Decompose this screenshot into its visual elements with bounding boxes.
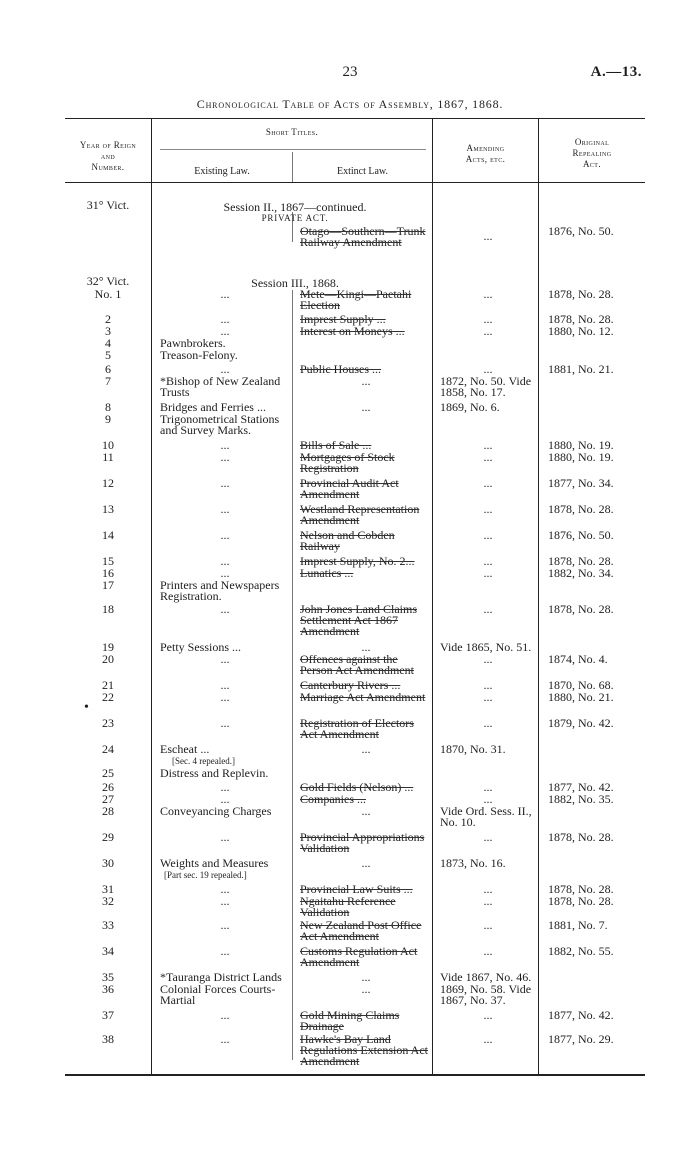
extinct-law: Provincial Law Suits ... xyxy=(300,882,413,896)
existing-law: Bridges and Ferries ... xyxy=(160,400,266,414)
amending-acts: ... xyxy=(483,554,493,568)
act-number: 30 xyxy=(102,856,114,870)
existing-law: ... xyxy=(220,1032,230,1046)
act-number: 3 xyxy=(105,324,111,338)
act-number: 22 xyxy=(102,690,114,704)
act-number: 16 xyxy=(102,566,114,580)
repealing-act: 1882, No. 34. xyxy=(548,566,614,580)
act-number: 27 xyxy=(102,792,114,806)
act-number: 11 xyxy=(102,450,114,464)
repealing-act: 1878, No. 28. xyxy=(548,287,614,301)
amending-acts: ... xyxy=(483,450,493,464)
amending-acts: 1870, No. 31. xyxy=(440,742,506,756)
existing-law: ... xyxy=(220,830,230,844)
extinct-law: Mortgages of Stock Registration xyxy=(300,450,395,475)
extinct-law: Canterbury Rivers ... xyxy=(300,678,401,692)
header-extinct-law: Extinct Law. xyxy=(336,166,388,177)
amending-acts: ... xyxy=(483,830,493,844)
extinct-law: Gold Mining Claims Drainage xyxy=(300,1008,400,1033)
existing-law: ... xyxy=(220,690,230,704)
amending-acts: ... xyxy=(483,780,493,794)
extinct-law: Companies ... xyxy=(300,792,366,806)
extinct-law: Interest on Moneys ... xyxy=(300,324,405,338)
amending-acts: 1869, No. 6. xyxy=(440,400,500,414)
amending-acts: ... xyxy=(483,287,493,301)
existing-law: Colonial Forces Courts-Martial xyxy=(160,982,276,1007)
repealing-act: 1878, No. 28. xyxy=(548,830,614,844)
act-number: 12 xyxy=(102,476,114,490)
existing-law-note: [Sec. 4 repealed.] xyxy=(172,756,235,766)
existing-law: ... xyxy=(220,312,230,326)
page-number: 23 xyxy=(342,64,358,80)
act-number: 6 xyxy=(105,362,111,376)
extinct-law: Registration of Electors Act Amendment xyxy=(300,716,414,741)
amending-acts: ... xyxy=(483,652,493,666)
act-number: 4 xyxy=(105,336,111,350)
subheader-rule xyxy=(160,149,426,150)
table-bottom-rule xyxy=(65,1074,645,1076)
act-number: 5 xyxy=(105,348,111,362)
extinct-law: New Zealand Post Office Act Amendment xyxy=(300,918,422,943)
repealing-act: 1877, No. 42. xyxy=(548,780,614,794)
existing-law: ... xyxy=(220,1008,230,1022)
amending-acts: ... xyxy=(483,716,493,730)
existing-law: ... xyxy=(220,450,230,464)
repealing-act: 1876, No. 50. xyxy=(548,528,614,542)
act-number: 28 xyxy=(102,804,114,818)
column-divider xyxy=(151,118,152,1074)
extinct-law: Westland Representation Amendment xyxy=(300,502,420,527)
extinct-law: Ngaitahu Reference Validation xyxy=(300,894,396,919)
header-amending-acts: Amending Acts, etc. xyxy=(465,143,506,164)
header-bottom-rule xyxy=(65,182,645,183)
act-number: 21 xyxy=(102,678,114,692)
amending-acts: Vide Ord. Sess. II., No. 10. xyxy=(440,804,532,829)
existing-law: Petty Sessions ... xyxy=(160,640,242,654)
amending-acts: ... xyxy=(483,602,493,616)
act-number: 9 xyxy=(105,412,111,426)
act-number: 14 xyxy=(102,528,114,542)
repealing-act: 1878, No. 28. xyxy=(548,894,614,908)
act-number: 34 xyxy=(102,944,114,958)
extinct-law: Gold Fields (Nelson) ... xyxy=(300,780,414,794)
session-heading: Session III., 1868. xyxy=(251,276,339,290)
act-number: 17 xyxy=(102,578,114,592)
existing-law: Pawnbrokers. xyxy=(160,336,226,350)
column-divider xyxy=(292,290,293,1060)
amending-acts: ... xyxy=(483,690,493,704)
existing-law: ... xyxy=(220,502,230,516)
existing-law: Weights and Measures xyxy=(160,856,269,870)
existing-law: ... xyxy=(220,792,230,806)
act-number: 18 xyxy=(102,602,114,616)
margin-mark: • xyxy=(84,700,89,715)
repealing-act: 1878, No. 28. xyxy=(548,312,614,326)
extinct-law: ... xyxy=(361,374,371,388)
repealing-act: 1880, No. 12. xyxy=(548,324,614,338)
act-number: 13 xyxy=(102,502,114,516)
header-existing-law: Existing Law. xyxy=(194,166,250,177)
header-year: Year of Reign and Number. xyxy=(79,140,137,172)
extinct-law: ... xyxy=(361,804,371,818)
session-heading: Session II., 1867—continued. xyxy=(223,200,367,214)
existing-law: *Tauranga District Lands xyxy=(160,970,282,984)
existing-law: ... xyxy=(220,894,230,908)
extinct-law: Imprest Supply ... xyxy=(300,312,386,326)
amending-acts: Vide 1867, No. 46. xyxy=(440,970,532,984)
act-number: 2 xyxy=(105,312,111,326)
act-number: 29 xyxy=(102,830,114,844)
table-title: Chronological Table of Acts of Assembly, 1867, 1868. xyxy=(196,97,504,111)
act-number: 31 xyxy=(102,882,114,896)
column-divider xyxy=(538,118,539,1074)
extinct-law: ... xyxy=(361,742,371,756)
amending-acts: Vide 1865, No. 51. xyxy=(440,640,532,654)
amending-acts: ... xyxy=(483,918,493,932)
extinct-law: ... xyxy=(361,400,371,414)
act-number: 20 xyxy=(102,652,114,666)
repealing-act: 1882, No. 55. xyxy=(548,944,614,958)
act-number: 19 xyxy=(102,640,114,654)
amending-acts: 1873, No. 16. xyxy=(440,856,506,870)
existing-law: *Bishop of New Zealand Trusts xyxy=(160,374,281,399)
extinct-law: Otago—Southern—Trunk Railway Amendment xyxy=(300,224,426,249)
extinct-law: Public Houses ... xyxy=(300,362,381,376)
existing-law: ... xyxy=(220,438,230,452)
existing-law: ... xyxy=(220,362,230,376)
act-number: 38 xyxy=(102,1032,114,1046)
amending-acts: ... xyxy=(483,1032,493,1046)
repealing-act: 1882, No. 35. xyxy=(548,792,614,806)
repealing-act: 1874, No. 4. xyxy=(548,652,608,666)
repealing-act: 1876, No. 50. xyxy=(548,224,614,238)
act-number: 32 xyxy=(102,894,114,908)
act-number: 26 xyxy=(102,780,114,794)
header-repealing-act: Original Repealing Act. xyxy=(572,137,612,169)
amending-acts: ... xyxy=(483,229,493,243)
header-short-titles: Short Titles. xyxy=(265,127,319,137)
amending-acts: ... xyxy=(483,528,493,542)
extinct-law: ... xyxy=(361,982,371,996)
extinct-law: ... xyxy=(361,970,371,984)
reign-year-31: 31° Vict. xyxy=(86,198,130,212)
existing-law-note: [Part sec. 19 repealed.] xyxy=(164,870,247,880)
amending-acts: ... xyxy=(483,438,493,452)
repealing-act: 1880, No. 19. xyxy=(548,438,614,452)
existing-law: ... xyxy=(220,287,230,301)
column-divider xyxy=(432,118,433,1074)
extinct-law: Bills of Sale ... xyxy=(300,438,372,452)
existing-law: ... xyxy=(220,476,230,490)
act-number: 33 xyxy=(102,918,114,932)
extinct-law: ... xyxy=(361,856,371,870)
repealing-act: 1878, No. 28. xyxy=(548,602,614,616)
session-subheading: PRIVATE ACT. xyxy=(261,213,329,223)
repealing-act: 1878, No. 28. xyxy=(548,502,614,516)
existing-law: ... xyxy=(220,324,230,338)
existing-law: ... xyxy=(220,780,230,794)
existing-law: Distress and Replevin. xyxy=(160,766,269,780)
existing-law: Escheat ... xyxy=(160,742,210,756)
amending-acts: ... xyxy=(483,362,493,376)
repealing-act: 1877, No. 34. xyxy=(548,476,614,490)
act-number: 24 xyxy=(102,742,114,756)
existing-law: Printers and Newspapers Registration. xyxy=(160,578,280,603)
extinct-law: Provincial Audit Act Amendment xyxy=(300,476,399,501)
amending-acts: ... xyxy=(483,792,493,806)
amending-acts: ... xyxy=(483,502,493,516)
extinct-law: Lunatics ... xyxy=(300,566,354,580)
existing-law: ... xyxy=(220,944,230,958)
act-number: 35 xyxy=(102,970,114,984)
existing-law: Conveyancing Charges xyxy=(160,804,272,818)
act-number: 15 xyxy=(102,554,114,568)
amending-acts: 1872, No. 50. Vide 1858, No. 17. xyxy=(440,374,532,399)
amending-acts: ... xyxy=(483,678,493,692)
amending-acts: ... xyxy=(483,944,493,958)
amending-acts: ... xyxy=(483,476,493,490)
existing-law: ... xyxy=(220,566,230,580)
act-number: 7 xyxy=(105,374,111,388)
act-number: 36 xyxy=(102,982,114,996)
act-number: 8 xyxy=(105,400,111,414)
repealing-act: 1878, No. 28. xyxy=(548,554,614,568)
extinct-law: Nelson and Cobden Railway xyxy=(300,528,395,553)
existing-law: ... xyxy=(220,918,230,932)
repealing-act: 1880, No. 21. xyxy=(548,690,614,704)
repealing-act: 1879, No. 42. xyxy=(548,716,614,730)
amending-acts: ... xyxy=(483,312,493,326)
table-top-rule xyxy=(65,118,645,119)
amending-acts: 1869, No. 58. Vide 1867, No. 37. xyxy=(440,982,532,1007)
extinct-law: Offences against the Person Act Amendment xyxy=(300,652,414,677)
act-number: 37 xyxy=(102,1008,114,1022)
extinct-law: Customs Regulation Act Amendment xyxy=(300,944,418,969)
reign-year-32: 32° Vict. xyxy=(86,274,130,288)
act-number: 25 xyxy=(102,766,114,780)
existing-law: ... xyxy=(220,528,230,542)
amending-acts: ... xyxy=(483,894,493,908)
repealing-act: 1877, No. 29. xyxy=(548,1032,614,1046)
extinct-law: Imprest Supply, No. 2... xyxy=(300,554,415,568)
existing-law: Treason-Felony. xyxy=(160,348,238,362)
act-number: No. 1 xyxy=(94,287,122,301)
extinct-law: Provincial Appropriations Validation xyxy=(300,830,425,855)
existing-law: ... xyxy=(220,678,230,692)
repealing-act: 1881, No. 21. xyxy=(548,362,614,376)
repealing-act: 1870, No. 68. xyxy=(548,678,614,692)
extinct-law: ... xyxy=(361,640,371,654)
extinct-law: John Jones Land Claims Settlement Act 1867 Amendment xyxy=(300,602,417,638)
extinct-law: Marriage Act Amendment xyxy=(300,690,426,704)
extinct-law: Hawke's Bay Land Regulations Extension Act Amendment xyxy=(300,1032,428,1068)
existing-law: Trigonometrical Stations and Survey Marks. xyxy=(160,412,280,437)
repealing-act: 1880, No. 19. xyxy=(548,450,614,464)
existing-law: ... xyxy=(220,652,230,666)
extinct-law: Mete—Kingi—Paetahi Election xyxy=(300,287,412,312)
amending-acts: ... xyxy=(483,324,493,338)
amending-acts: ... xyxy=(483,882,493,896)
amending-acts: ... xyxy=(483,1008,493,1022)
act-number: 10 xyxy=(102,438,114,452)
repealing-act: 1878, No. 28. xyxy=(548,882,614,896)
repealing-act: 1881, No. 7. xyxy=(548,918,608,932)
amending-acts: ... xyxy=(483,566,493,580)
paper-reference: A.—13. xyxy=(590,64,642,80)
existing-law: ... xyxy=(220,554,230,568)
existing-law: ... xyxy=(220,716,230,730)
act-number: 23 xyxy=(102,716,114,730)
existing-law: ... xyxy=(220,602,230,616)
existing-law: ... xyxy=(220,882,230,896)
repealing-act: 1877, No. 42. xyxy=(548,1008,614,1022)
